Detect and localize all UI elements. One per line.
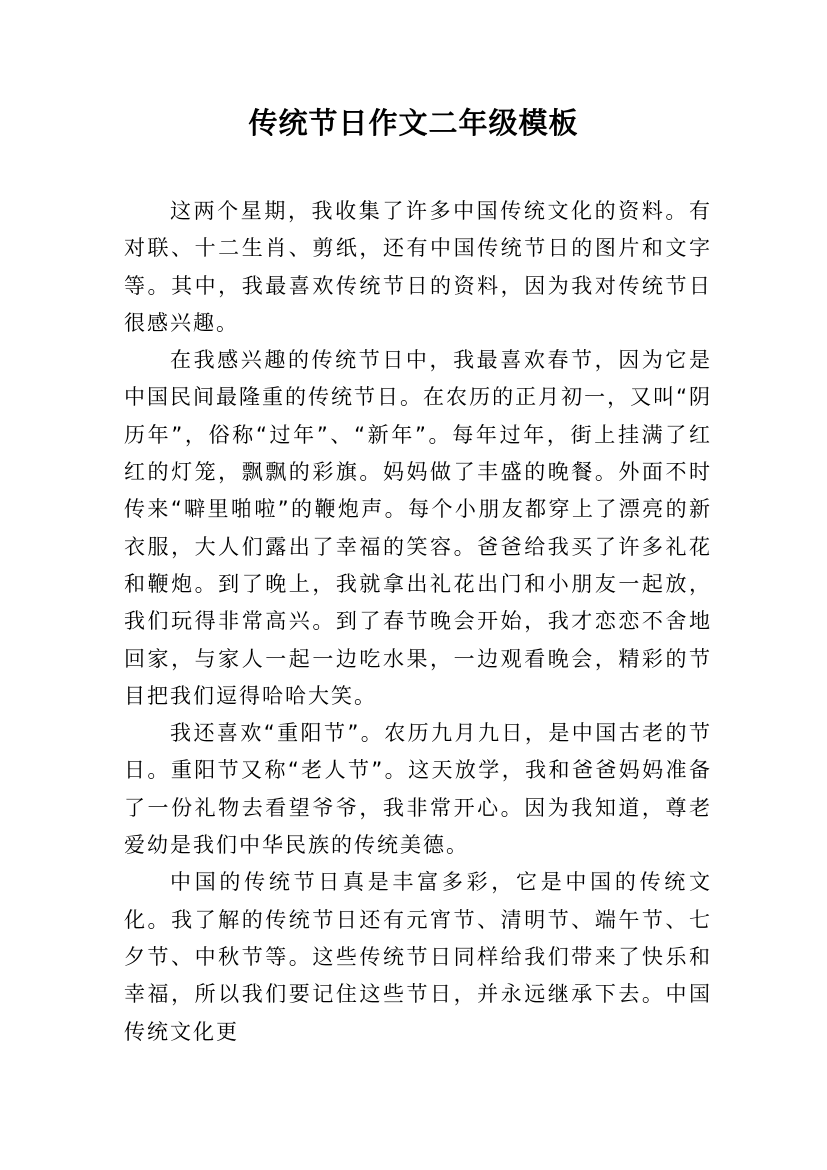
document-body xyxy=(124,193,712,1051)
document-title: 传统节日作文二年级模板 xyxy=(248,106,579,140)
paragraph-3: 我还喜欢“重阳节”。农历九月九日，是中国古老的节日。重阳节又称“老人节”。这天放学，我和爸爸妈妈准备了一份礼物去看望爷爷，我非常开心。因为我知道，尊老爱幼是我们中华民族的传统美德。 xyxy=(124,721,712,858)
paragraph-1: 这两个星期，我收集了许多中国传统文化的资料。有对联、十二生肖、剪纸，还有中国传统节日的图片和文字等。其中，我最喜欢传统节日的资料，因为我对传统节日很感兴趣。 xyxy=(124,199,712,335)
paragraph-4: 中国的传统节日真是丰富多彩，它是中国的传统文化。我了解的传统节日还有元宵节、清明节、端午节、七夕节、中秋节等。这些传统节日同样给我们带来了快乐和幸福，所以我们要记住这些节日，并永远继承下去。中国传统文化更 xyxy=(124,870,712,1044)
paragraph-2: 在我感兴趣的传统节日中，我最喜欢春节，因为它是中国民间最隆重的传统节日。在农历的正月初一，又叫“阴历年”，俗称“过年”、“新年”。每年过年，街上挂满了红红的灯笼，飘飘的彩旗。妈妈做了丰盛的晚餐。外面不时传来“噼里啪啦”的鞭炮声。每个小朋友都穿上了漂亮的新衣服，大人们露出了幸福的笑容。爸爸给我买了许多礼花和鞭炮。到了晚上，我就拿出礼花出门和小朋友一起放，我们玩得非常高兴。到了春节晚会开始，我才恋恋不舍地回家，与家人一起一边吃水果，一边观看晚会，精彩的节目把我们逗得哈哈大笑。 xyxy=(124,348,712,708)
